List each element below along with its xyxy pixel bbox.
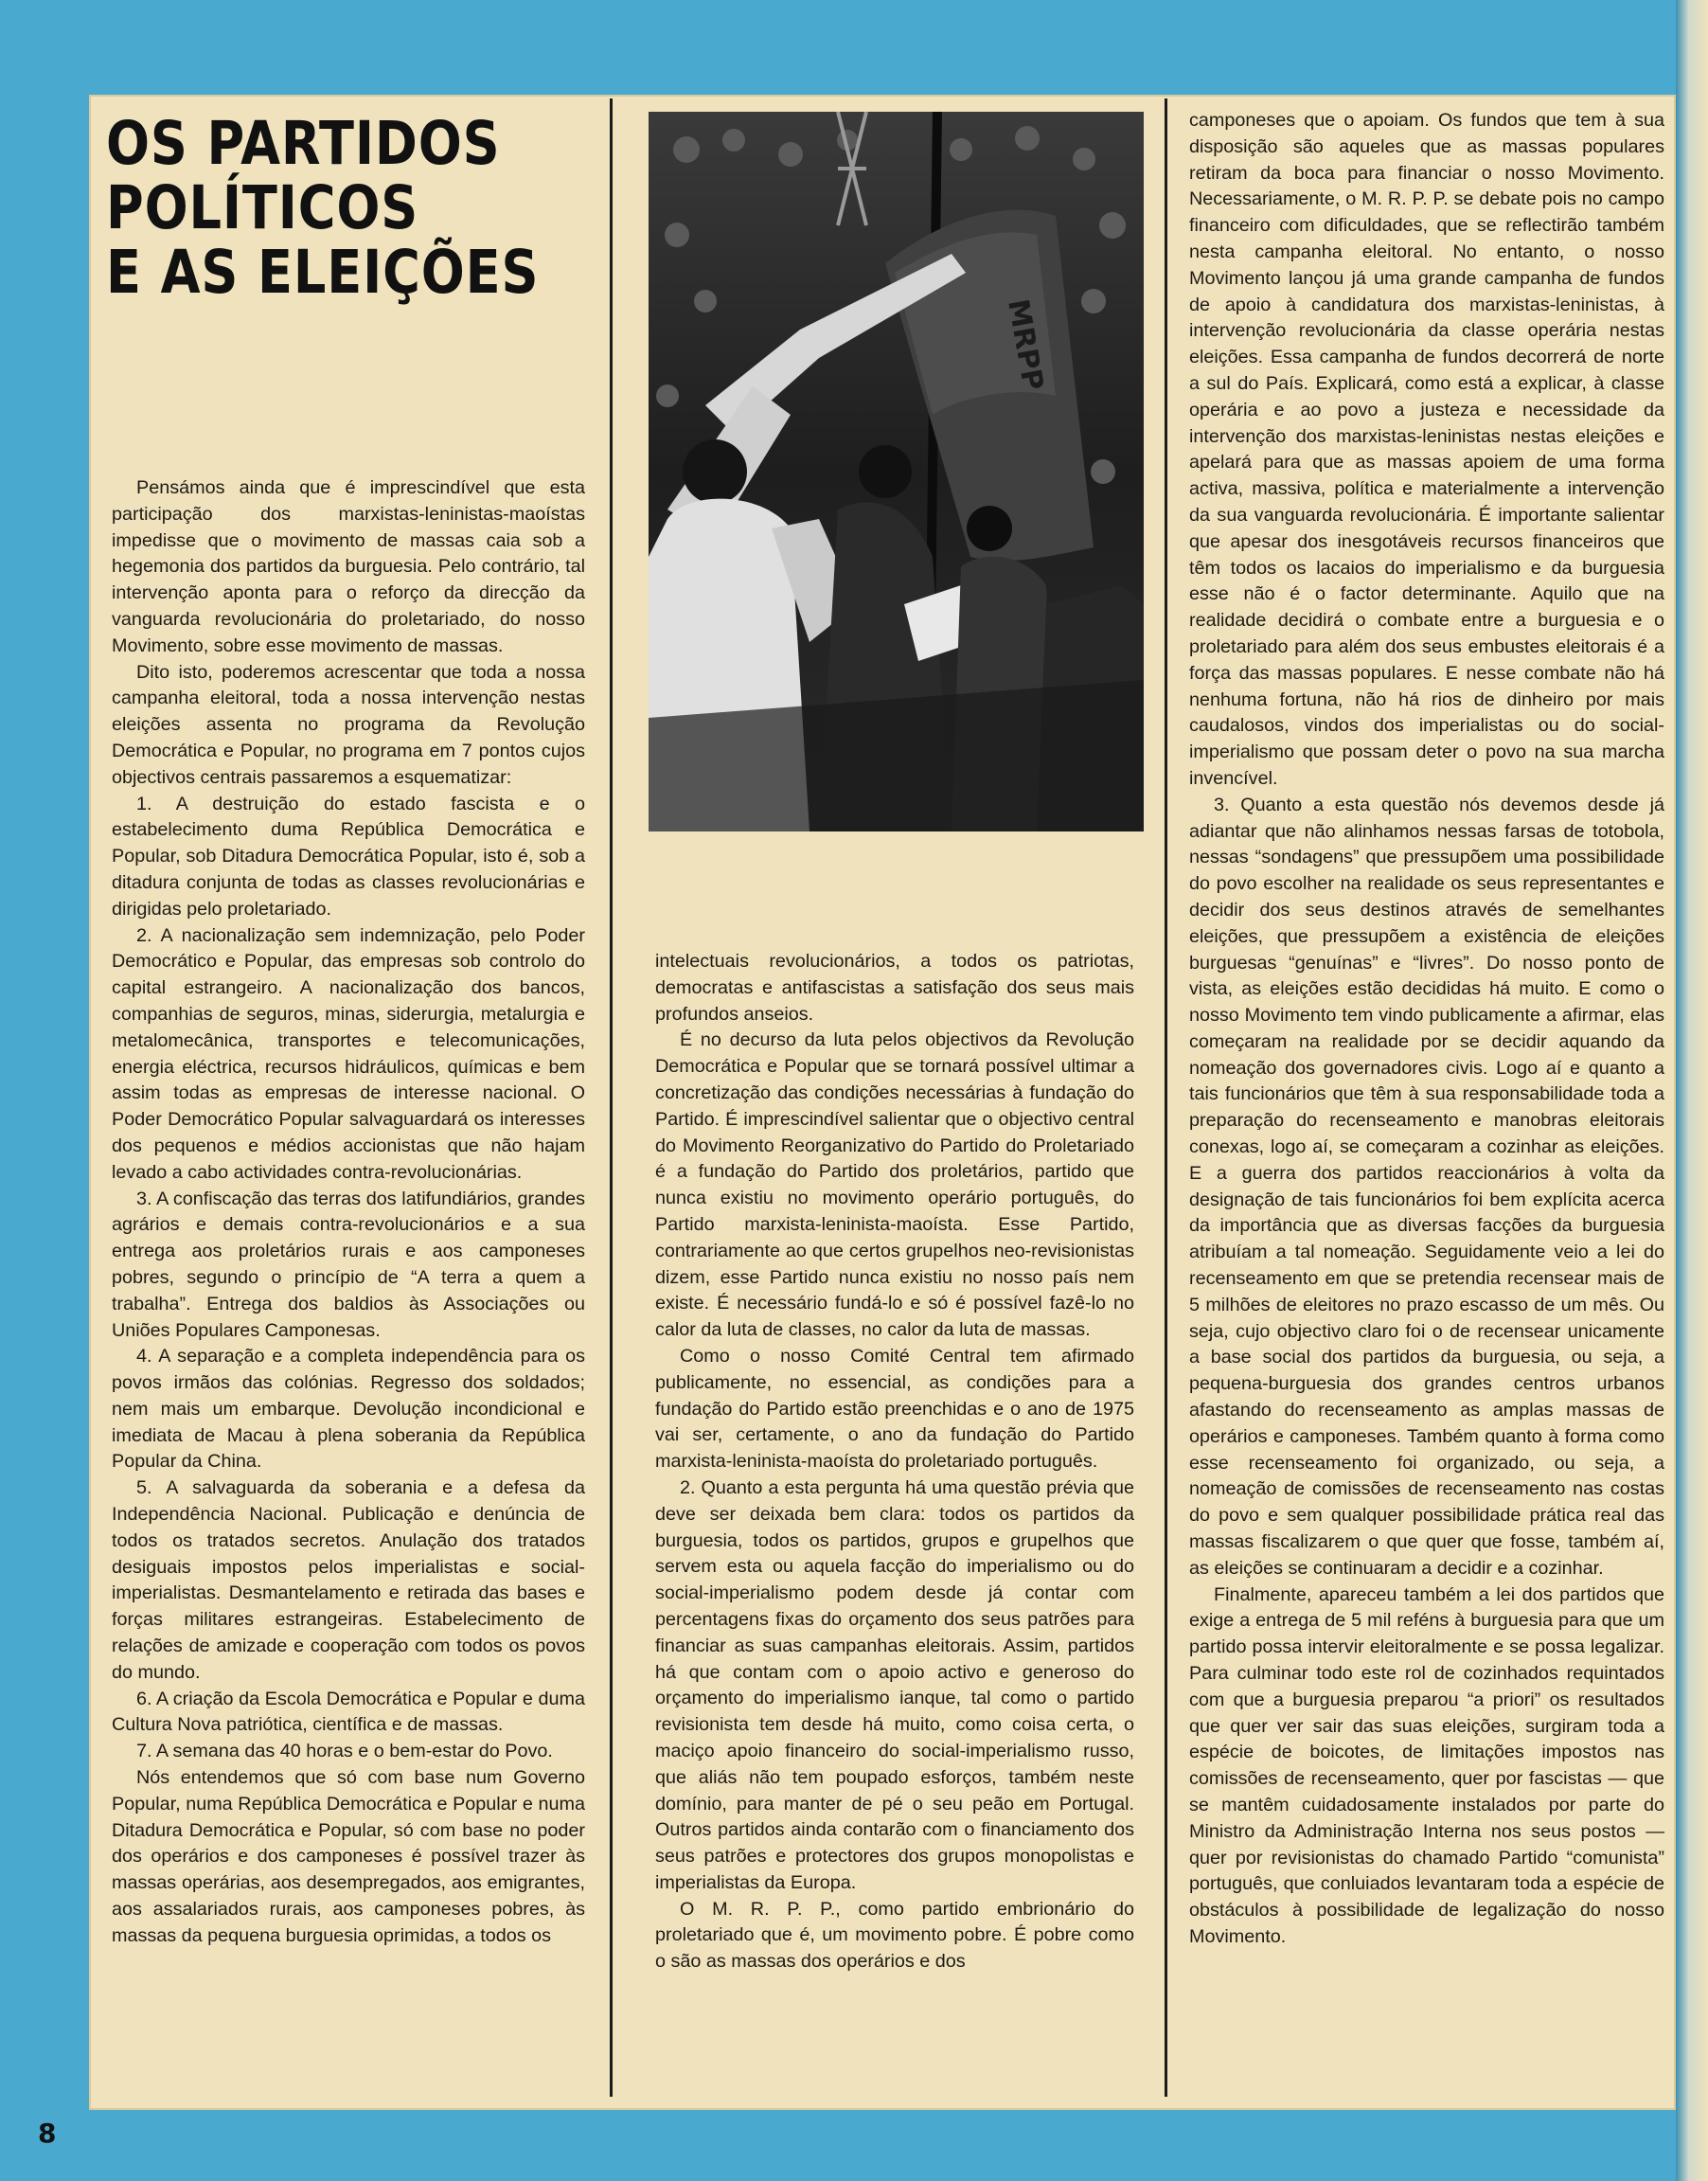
paragraph: É no decurso da luta pelos objectivos da Revolução Democrática e Popular que se tornará possível ultimar a concretização das condições necessárias à fundação do Partido. É imprescindível salientar que o objectivo central do Movimento Reorganizativo do Partido do Proletariado é a fundação do Partido dos proletários, partido que nunca existiu no movimento operário português, do Partido marxista-leninista-maoísta. Esse Partido, contrariamente ao que certos grupelhos neo-revisionistas dizem, esse Partido nunca existiu no nosso país nem existe. É necessário fundá-lo e só é possível fazê-lo no calor da luta de classes, no calor da luta de massas.	[655, 1029, 1134, 1341]
page-number: 8	[38, 2118, 57, 2149]
answer-3: 3. Quanto a esta questão nós devemos desde já adiantar que não alinhamos nessas farsas de totobola, nessas “sondagens” que pressupõem uma possibilidade do povo escolher na realidade os seus representantes e decidir dos seus destinos através de semelhantes eleições, que pressupõem a existência de eleições burguesas “genuínas” e “livres”. Do nosso ponto de vista, as eleições estão decididas há muito. E como o nosso Movimento tem vindo publicamente a afirmar, elas começaram na realidade por se decidir aquando da nomeação dos governadores civis. Logo aí e quanto a tais funcionários que têm à sua responsabilidade toda a preparação do recenseamento e manobras eleitorais conexas, logo aí, se começaram a cozinhar as eleições. E a guerra dos partidos reaccionários à volta da designação de tais funcionários foi bem explícita acerca da importância que as diversas facções da burguesia atribuíam a tal nomeação. Seguidamente veio a lei do recenseamento em que se pretendia recensear mais de 5 milhões de eleitores no prazo escasso de um mês. Ou seja, cujo objectivo claro foi o de recensear unicamente a base social dos partidos da burguesia, ou seja, a pequena-burguesia dos grandes centros urbanos afastando do recenseamento as amplas massas de operários e camponeses. Também quanto à forma como esse recenseamento foi organizado, ou seja, a nomeação de comissões de recenseamento nas costas do povo e sem qualquer possibilidade prática real das massas fiscalizarem o que quer que fosse, também aí, as eleições se continuaram a decidir e a cozinhar.	[1189, 794, 1664, 1579]
rally-photo	[649, 112, 1144, 831]
column-middle	[655, 949, 1134, 1975]
paragraph: Finalmente, apareceu também a lei dos partidos que exige a entrega de 5 mil reféns à burguesia para que um partido possa intervir eleitoralmente e se possa legalizar. Para culminar todo este rol de cozinhados requintados com que a burguesia preparou “a priori” os resultados que quer ver sair das suas eleições, surgiram toda a espécie de boicotes, de limitações impostos nas comissões de recenseamento, quer por fascistas — que se mantêm cuidadosamente instalados por parte do Ministro da Administração Interna nos seus postos — quer por revisionistas do chamado Partido “comunista” português, que conluiados levantaram toda a espécie de obstáculos à possibilidade de legalização do nosso Movimento.	[1189, 1583, 1664, 1947]
paragraph: Dito isto, poderemos acrescentar que toda a nossa campanha eleitoral, toda a nossa intervenção nestas eleições assenta no programa da Revolução Democrática e Popular, no programa em 7 pontos cujos objectivos centrais passaremos a esquematizar:	[112, 661, 585, 788]
column-left	[112, 475, 585, 1950]
page-edge	[1676, 0, 1708, 2181]
program-point-1: 1. A destruição do estado fascista e o estabelecimento duma República Democrática e Popular, sob Ditadura Democrática Popular, isto é, sob a ditadura conjunta de todas as classes revolucionárias e dirigidas pelo proletariado.	[112, 793, 585, 920]
column-rule-right	[1165, 98, 1167, 2097]
headline-line-2: POLÍTICOS	[106, 173, 419, 242]
paragraph-intro: Pensámos ainda que é imprescindível que esta participação dos marxistas-leninistas-maoístas impedisse que o movimento de massas caia sob a hegemonia dos partidos da burguesia. Pelo contrário, tal intervenção aponta para o reforço da direcção da vanguarda revolucionária do proletariado, do nosso Movimento, sobre esse movimento de massas.	[112, 477, 585, 656]
program-point-4: 4. A separação e a completa independência para os povos irmãos das colónias. Regresso dos soldados; nem mais um embarque. Devolução incondicional e imediata de Macau à plena soberania da República Popular da China.	[112, 1346, 585, 1473]
program-point-6: 6. A criação da Escola Democrática e Popular e duma Cultura Nova patriótica, científica e de massas.	[112, 1688, 585, 1736]
answer-2: 2. Quanto a esta pergunta há uma questão prévia que deve ser deixada bem clara: todos os partidos da burguesia, todos os partidos, grupos e grupelhos que servem esta ou aquela facção do imperialismo ou do social-imperialismo podem desde já contar com percentagens fixas do orçamento dos seus patrões para financiar as suas campanhas eleitorais. Assim, partidos há que contam com o apoio activo e generoso do orçamento do imperialismo ianque, tal como o partido revisionista tem desde há muito, como coisa certa, o maciço apoio financeiro do social-imperialismo russo, que aliás não tem poupado esforços, também neste domínio, para manter de pé o seu peão em Portugal. Outros partidos ainda contarão com o financiamento dos seus patrões e protectores dos grupos monopolistas e imperialistas da Europa.	[655, 1476, 1134, 1893]
paragraph: Como o nosso Comité Central tem afirmado publicamente, no essencial, as condições para a fundação do Partido estão preenchidas e o ano de 1975 vai ser, certamente, o ano da fundação do Partido marxista-leninista-maoísta do proletariado português.	[655, 1345, 1134, 1473]
paragraph-continued: camponeses que o apoiam. Os fundos que tem à sua disposição são aqueles que as massas populares retiram da boca para financiar o nosso Movimento. Necessariamente, o M. R. P. P. se debate pois no campo financeiro com dificuldades, que se reflectirão também nesta campanha eleitoral. No entanto, o nosso Movimento lançou já uma grande campanha de fundos de apoio à candidatura dos marxistas-leninistas, à intervenção revolucionária da classe operária nestas eleições. Essa campanha de fundos decorrerá de norte a sul do País. Explicará, como está a explicar, à classe operária e ao povo a justeza e necessidade da intervenção dos marxistas-leninistas nestas eleições e apelará para que as massas apoiem de uma forma activa, massiva, política e materialmente a intervenção da sua vanguarda revolucionária. É importante salientar que apesar dos inesgotáveis recursos financeiros que têm todos os lacaios do imperialismo e da burguesia esse não é o factor determinante. Aquilo que na realidade decidirá o combate entre a burguesia e o proletariado para além dos seus embustes eleitorais é a força das massas populares. E nesse combate não há nenhuma fortuna, não há rios de dinheiro por mais caudalosos, vindos dos imperialistas ou do social-imperialismo que possam deter o povo na sua marcha invencível.	[1189, 110, 1664, 789]
paragraph: Nós entendemos que só com base num Governo Popular, numa República Democrática e Popular e numa Ditadura Democrática e Popular, só com base no poder dos operários e dos camponeses é possível trazer às massas operárias, aos desempregados, aos emigrantes, aos assalariados rurais, aos camponeses pobres, às massas da pequena burguesia oprimidas, a todos os	[112, 1767, 585, 1946]
flag-lettering: MRPP	[1001, 296, 1050, 393]
headline-line-3: E AS ELEIÇÕES	[106, 238, 540, 307]
article-headline	[106, 109, 540, 307]
program-point-2: 2. A nacionalização sem indemnização, pelo Poder Democrático e Popular, das empresas sob controlo do capital estrangeiro. A nacionalização dos bancos, companhias de seguros, minas, siderurgia, metalurgia e metalomecânica, transportes e telecomunicações, energia eléctrica, recursos hidráulicos, químicas e bem assim todas as empresas de interesse nacional. O Poder Democrático Popular salvaguardará os interesses dos pequenos e médios accionistas que não hajam levado a cabo actividades contra-revolucionárias.	[112, 924, 585, 1183]
headline-line-1: OS PARTIDOS	[106, 109, 501, 178]
paragraph: O M. R. P. P., como partido embrionário do proletariado que é, um movimento pobre. É pobre como o são as massas dos operários e dos	[655, 1898, 1134, 1973]
paragraph-continued: intelectuais revolucionários, a todos os patriotas, democratas e antifascistas a satisfação dos seus mais profundos anseios.	[655, 951, 1134, 1025]
rally-photo-image	[649, 112, 1144, 831]
column-right	[1189, 108, 1664, 1951]
program-point-7: 7. A semana das 40 horas e o bem-estar do Povo.	[136, 1741, 553, 1762]
program-point-3: 3. A confiscação das terras dos latifundiários, grandes agrários e demais contra-revolucionários e a sua entrega aos proletários rurais e aos camponeses pobres, segundo o princípio de “A terra a quem a trabalha”. Entrega dos baldios às Associações ou Uniões Populares Camponesas.	[112, 1188, 585, 1341]
column-rule-left	[610, 98, 613, 2097]
program-point-5: 5. A salvaguarda da soberania e a defesa da Independência Nacional. Publicação e denúncia de todos os tratados secretos. Anulação dos tratados desiguais impostos pelos imperialistas e social-imperialistas. Desmantelamento e retirada das bases e forças militares estrangeiras. Estabelecimento de relações de amizade e cooperação com todos os povos do mundo.	[112, 1477, 585, 1683]
